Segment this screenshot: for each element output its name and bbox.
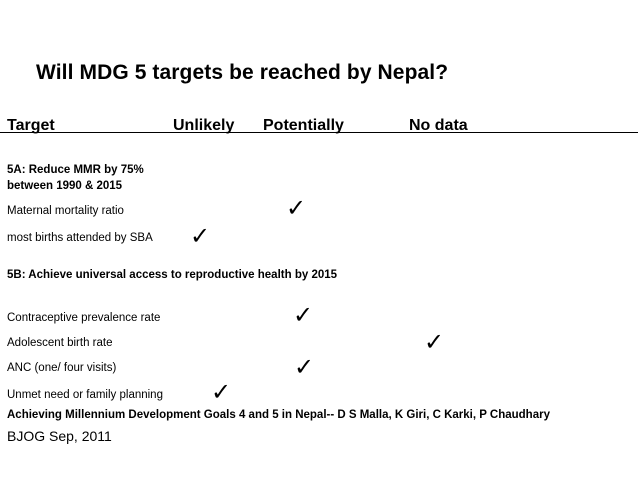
section-5a-line1: 5A: Reduce MMR by 75% (7, 164, 144, 176)
section-5a-line2: between 1990 & 2015 (7, 180, 123, 192)
row-label-contraceptive: Contraceptive prevalence rate (7, 312, 161, 324)
section-5a-heading (7, 162, 144, 194)
checkmark-icon: ✓ (211, 378, 232, 406)
header-divider (0, 132, 638, 133)
checkmark-icon: ✓ (424, 328, 445, 356)
section-5b-heading: 5B: Achieve universal access to reproductive health by 2015 (7, 269, 338, 281)
checkmark-icon: ✓ (293, 301, 314, 329)
slide-title: Will MDG 5 targets be reached by Nepal? (36, 61, 449, 84)
column-header-unlikely: Unlikely (173, 117, 235, 134)
row-label-adolescent: Adolescent birth rate (7, 337, 113, 349)
row-label-anc: ANC (one/ four visits) (7, 362, 117, 374)
column-header-no-data: No data (409, 117, 468, 134)
row-label-maternal-mortality: Maternal mortality ratio (7, 205, 124, 217)
column-header-potentially: Potentially (263, 117, 344, 134)
checkmark-icon: ✓ (190, 222, 211, 250)
row-label-births-sba: most births attended by SBA (7, 232, 153, 244)
checkmark-icon: ✓ (294, 353, 315, 381)
row-label-unmet-need: Unmet need or family planning (7, 389, 163, 401)
column-header-target: Target (7, 117, 55, 134)
citation-authors: Achieving Millennium Development Goals 4 and 5 in Nepal-- D S Malla, K Giri, C Karki, P Chaudhary (7, 409, 550, 421)
checkmark-icon: ✓ (286, 194, 307, 222)
citation-journal: BJOG Sep, 2011 (7, 428, 112, 444)
